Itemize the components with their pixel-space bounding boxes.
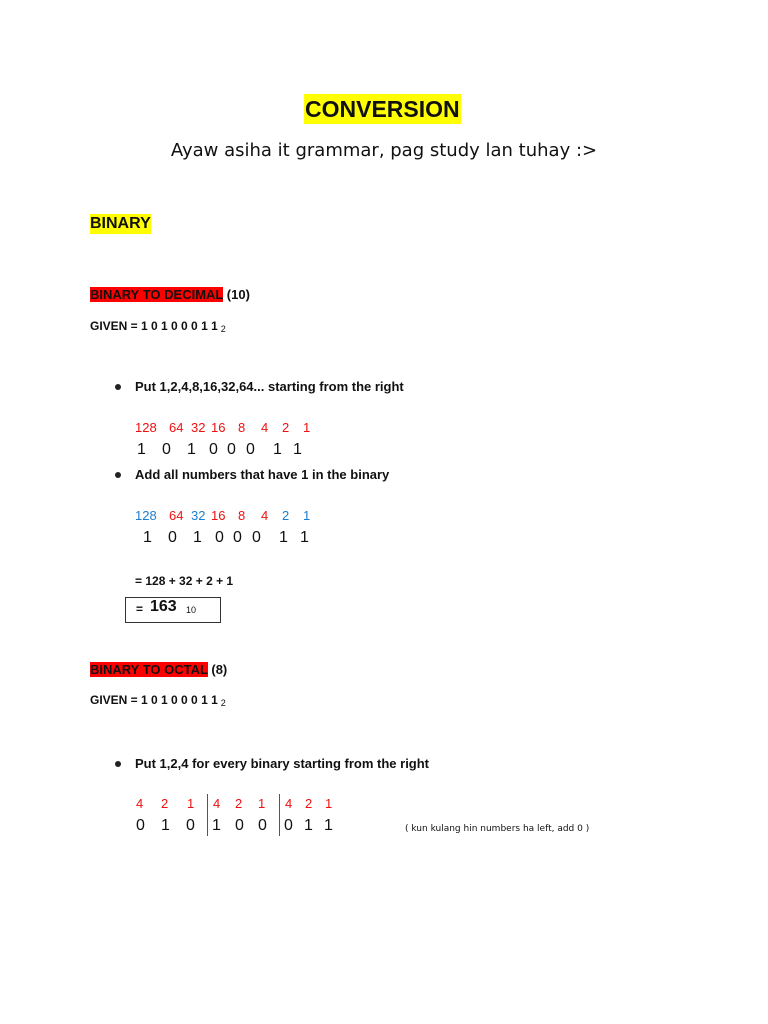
b2o-bit: 1 bbox=[304, 817, 313, 834]
b2d-given-base: 2 bbox=[220, 324, 226, 334]
b2o-weight: 4 bbox=[136, 796, 144, 811]
b2d-weight: 4 bbox=[261, 420, 269, 435]
b2d-weight: 2 bbox=[282, 420, 290, 435]
b2d-weight-selected: 1 bbox=[303, 508, 311, 523]
b2o-weight: 2 bbox=[305, 796, 313, 811]
b2o-bit: 1 bbox=[212, 817, 221, 834]
b2d-result-base: 10 bbox=[186, 605, 197, 615]
b2o-section-title bbox=[90, 661, 227, 678]
b2d-label: BINARY TO DECIMAL bbox=[90, 287, 224, 302]
b2d-bit: 1 bbox=[137, 441, 146, 458]
b2o-suffix: (8) bbox=[211, 662, 228, 677]
b2o-bit: 0 bbox=[136, 817, 145, 834]
b2o-given-text: GIVEN = 1 0 1 0 0 0 1 1 bbox=[90, 693, 218, 707]
b2d-step1: Put 1,2,4,8,16,32,64... starting from the right bbox=[135, 379, 404, 394]
b2o-weight: 1 bbox=[187, 796, 195, 811]
b2o-bit: 0 bbox=[258, 817, 267, 834]
b2o-weight: 2 bbox=[161, 796, 169, 811]
b2o-weight: 4 bbox=[213, 796, 221, 811]
b2d-bit: 0 bbox=[227, 441, 236, 458]
b2d-bit: 1 bbox=[187, 441, 196, 458]
b2d-weight: 16 bbox=[211, 420, 226, 435]
b2o-given bbox=[90, 693, 226, 708]
b2d-weight-selected: 2 bbox=[282, 508, 290, 523]
b2o-weight: 1 bbox=[325, 796, 333, 811]
b2d-bit: 1 bbox=[143, 529, 152, 546]
b2d-weight-selected: 128 bbox=[135, 508, 157, 523]
b2o-bit: 0 bbox=[235, 817, 244, 834]
page-title: CONVERSION bbox=[305, 96, 460, 122]
b2d-suffix: (10) bbox=[226, 287, 250, 302]
b2d-weight: 32 bbox=[191, 420, 206, 435]
b2o-step1: Put 1,2,4 for every binary starting from the right bbox=[135, 756, 430, 771]
b2d-bit: 0 bbox=[168, 529, 177, 546]
b2d-bit: 0 bbox=[215, 529, 224, 546]
b2d-given bbox=[90, 319, 226, 334]
b2d-bit: 0 bbox=[252, 529, 261, 546]
b2d-bit: 0 bbox=[162, 441, 171, 458]
b2d-weight: 4 bbox=[261, 508, 269, 523]
b2d-weight-selected: 32 bbox=[191, 508, 206, 523]
group-divider bbox=[279, 794, 280, 836]
b2d-weight: 8 bbox=[238, 420, 246, 435]
b2o-label: BINARY TO OCTAL bbox=[90, 662, 208, 677]
b2d-result-value: 163 bbox=[150, 598, 177, 615]
b2d-weight: 16 bbox=[211, 508, 226, 523]
b2d-section-title bbox=[90, 286, 250, 303]
b2d-weight: 128 bbox=[135, 420, 157, 435]
b2d-weight: 64 bbox=[169, 420, 184, 435]
page-subtitle: Ayaw asiha it grammar, pag study lan tuhay :> bbox=[170, 140, 598, 161]
b2o-bit: 1 bbox=[161, 817, 170, 834]
b2o-weight: 4 bbox=[285, 796, 293, 811]
b2d-bit: 0 bbox=[246, 441, 255, 458]
group-divider bbox=[207, 794, 208, 836]
bullet-icon bbox=[115, 761, 121, 767]
b2o-bit: 0 bbox=[284, 817, 293, 834]
b2d-result-box bbox=[125, 597, 221, 623]
b2d-step2: Add all numbers that have 1 in the binary bbox=[135, 467, 390, 482]
b2d-bit: 1 bbox=[293, 441, 302, 458]
b2o-weight: 1 bbox=[258, 796, 266, 811]
b2d-bit: 1 bbox=[300, 529, 309, 546]
b2d-bit: 1 bbox=[193, 529, 202, 546]
b2d-given-text: GIVEN = 1 0 1 0 0 0 1 1 bbox=[90, 319, 218, 333]
b2d-bit: 0 bbox=[233, 529, 242, 546]
b2o-note: ( kun kulang hin numbers ha left, add 0 ) bbox=[405, 824, 590, 834]
b2d-sum: = 128 + 32 + 2 + 1 bbox=[135, 574, 234, 588]
bullet-icon bbox=[115, 472, 121, 478]
b2d-weight: 8 bbox=[238, 508, 246, 523]
b2o-bit: 0 bbox=[186, 817, 195, 834]
b2d-bit: 0 bbox=[209, 441, 218, 458]
b2d-bit: 1 bbox=[279, 529, 288, 546]
b2d-weight: 1 bbox=[303, 420, 311, 435]
b2d-bit: 1 bbox=[273, 441, 282, 458]
b2o-given-base: 2 bbox=[220, 698, 226, 708]
b2d-weight: 64 bbox=[169, 508, 184, 523]
b2o-weight: 2 bbox=[235, 796, 243, 811]
b2d-result-eq: = bbox=[136, 602, 144, 616]
b2o-bit: 1 bbox=[324, 817, 333, 834]
bullet-icon bbox=[115, 384, 121, 390]
section-heading-binary: BINARY bbox=[90, 215, 151, 232]
